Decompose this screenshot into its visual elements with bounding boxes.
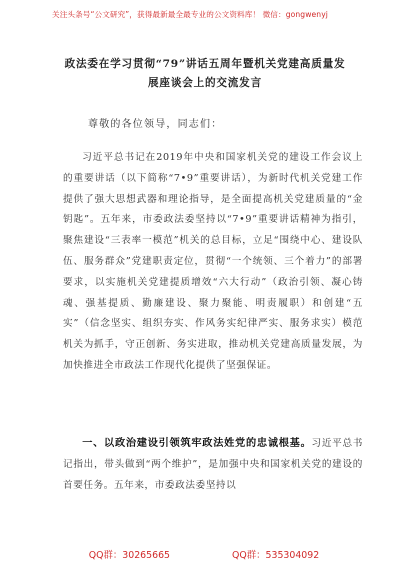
greeting: 尊敬的各位领导，同志们： xyxy=(88,119,223,130)
footer-qq-group-2: QQ群：535304092 xyxy=(232,550,320,561)
section-heading: 一、以政治建设引领筑牢政法姓党的忠诚根基。 xyxy=(82,437,312,449)
paragraph-text: 习近平总书记指出，带头做到“两个维护”，是加强中央和国家机关党的建设的首要任务。五年来，市委政法委坚持以 xyxy=(63,438,363,491)
paragraph xyxy=(63,433,363,496)
header-banner: 关注头条号“公文研究”，获得最新最全最专业的公文资料库！ 微信：gongwenyj xyxy=(52,10,328,19)
footer-qq-group-1: QQ群：30265665 xyxy=(88,550,171,561)
paragraph: 习近平总书记在2019年中央和国家机关党的建设工作会议上的重要讲话（以下简称“7•9”重要讲话），为新时代机关党建工作提供了强大思想武器和理论指导，是全面提高机关党建质量的“金钥匙”。五年来，市委政法委坚持以“7•9”重要讲话精神为指引，聚焦建设“三表率一模范”机关的总目标，立足“围绕中心、建设队伍、服务群众”党建职责定位，贯彻“一个统领、三个着力”的部署要求，以实施机关党建提质增效“六大行动”（政治引领、凝心铸魂、强基提质、勤廉建设、聚力聚能、明责履职）和创建“五实”（信念坚实、组织夯实、作风务实纪律严实、服务求实）模范机关为抓手，守正创新、务实进取，推动机关党建高质量发展，为加快推进全市政法工作现代化提供了坚强保证。 xyxy=(63,152,363,371)
document-title: 政法委在学习贯彻“79”讲话五周年暨机关党建高质量发展座谈会上的交流发言 xyxy=(64,58,346,89)
footer xyxy=(0,547,408,561)
